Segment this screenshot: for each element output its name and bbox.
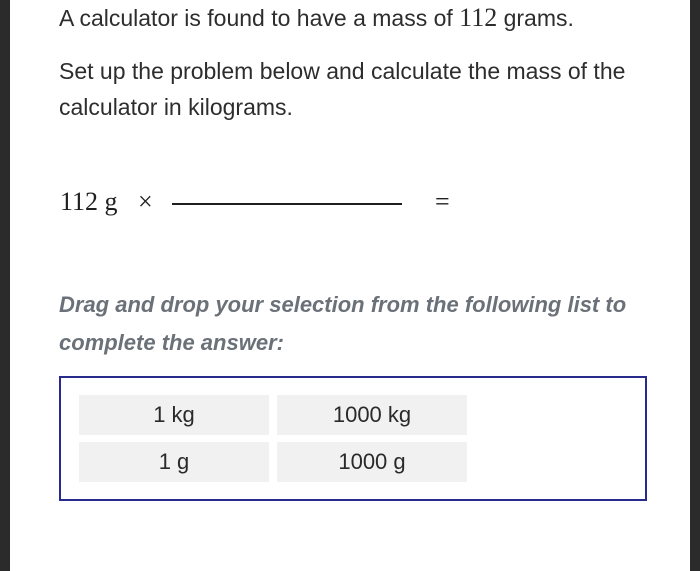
answer-options-list	[59, 376, 647, 501]
multiply-sign: ×	[138, 187, 153, 216]
question-card	[10, 0, 690, 571]
mass-value: 112	[459, 3, 498, 32]
option-1000-g[interactable]: 1000 g	[277, 442, 467, 482]
option-1000-kg[interactable]: 1000 kg	[277, 395, 467, 435]
question-sentence-2: Set up the problem below and calculate the mass of the calculator in kilograms.	[59, 58, 626, 120]
given-quantity: 112 g	[60, 187, 118, 216]
option-1-kg[interactable]: 1 kg	[79, 395, 269, 435]
drop-zone-blank[interactable]	[172, 203, 402, 205]
equals-sign: =	[435, 187, 450, 216]
drag-drop-instruction: Drag and drop your selection from the following list to complete the answer:	[59, 292, 627, 355]
question-sentence-1	[59, 0, 574, 36]
question-sentence-1-end: grams.	[497, 5, 574, 31]
option-1-g[interactable]: 1 g	[79, 442, 269, 482]
question-sentence-1-start: A calculator is found to have a mass of	[59, 5, 460, 31]
